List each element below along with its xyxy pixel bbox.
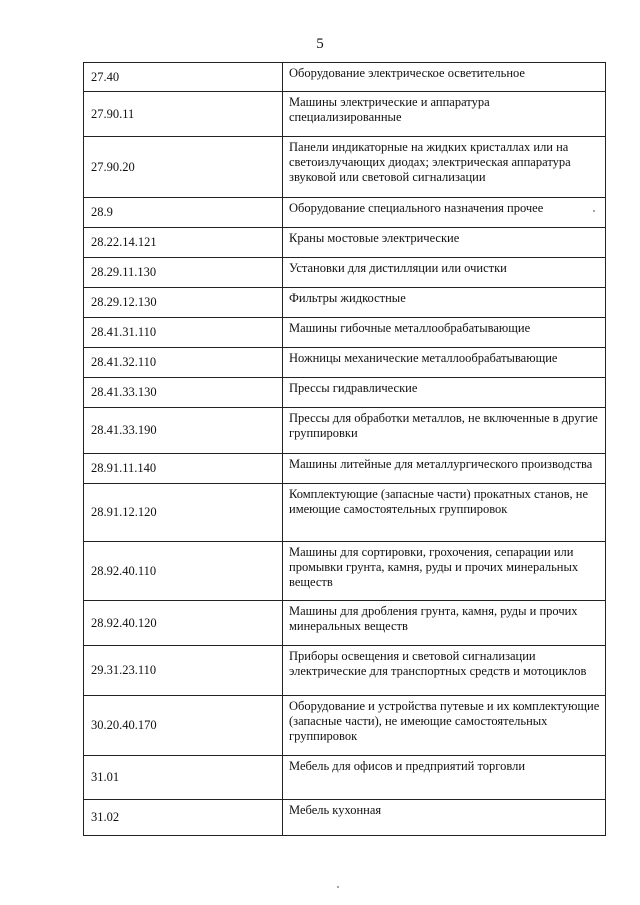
description-cell: Машины литейные для металлургического производства xyxy=(283,454,606,484)
table-row xyxy=(84,646,606,696)
description-cell: Ножницы механические металлообрабатывающие xyxy=(283,348,606,378)
table-row xyxy=(84,454,606,484)
table-row xyxy=(84,601,606,646)
table-row xyxy=(84,137,606,198)
code-cell: 28.29.11.130 xyxy=(84,258,283,288)
codes-table-body xyxy=(84,63,606,836)
description-cell: Установки для дистилляции или очистки xyxy=(283,258,606,288)
code-cell: 28.91.11.140 xyxy=(84,454,283,484)
table-row xyxy=(84,228,606,258)
table-row xyxy=(84,408,606,454)
description-cell: Прессы для обработки металлов, не включенные в другие группировки xyxy=(283,408,606,454)
table-row xyxy=(84,800,606,836)
description-cell: Машины электрические и аппаратура специализированные xyxy=(283,92,606,137)
scan-speck xyxy=(593,210,595,212)
codes-table xyxy=(83,62,606,836)
code-cell: 27.90.11 xyxy=(84,92,283,137)
description-cell: Комплектующие (запасные части) прокатных станов, не имеющие самостоятельных группировок xyxy=(283,484,606,542)
code-cell: 31.01 xyxy=(84,756,283,800)
code-cell: 28.41.33.130 xyxy=(84,378,283,408)
table-row xyxy=(84,756,606,800)
page-number: 5 xyxy=(316,36,324,52)
description-cell: Панели индикаторные на жидких кристаллах или на светоизлучающих диодах; электрическая аппаратура звуковой или световой сигнализации xyxy=(283,137,606,198)
code-cell: 29.31.23.110 xyxy=(84,646,283,696)
code-cell: 31.02 xyxy=(84,800,283,836)
table-row xyxy=(84,258,606,288)
description-cell: Мебель кухонная xyxy=(283,800,606,836)
code-cell: 27.90.20 xyxy=(84,137,283,198)
table-row xyxy=(84,318,606,348)
code-cell: 28.91.12.120 xyxy=(84,484,283,542)
code-cell: 28.41.31.110 xyxy=(84,318,283,348)
description-cell: Машины гибочные металлообрабатывающие xyxy=(283,318,606,348)
code-cell: 27.40 xyxy=(84,63,283,92)
code-cell: 28.29.12.130 xyxy=(84,288,283,318)
description-cell: Оборудование и устройства путевые и их комплектующие (запасные части), не имеющие самостоятельных группировок xyxy=(283,696,606,756)
description-cell: Краны мостовые электрические xyxy=(283,228,606,258)
table-row xyxy=(84,92,606,137)
description-cell: Оборудование специального назначения прочее xyxy=(283,198,606,228)
description-cell: Мебель для офисов и предприятий торговли xyxy=(283,756,606,800)
description-cell: Фильтры жидкостные xyxy=(283,288,606,318)
table-row xyxy=(84,696,606,756)
description-cell: Приборы освещения и световой сигнализации электрические для транспортных средств и мотоциклов xyxy=(283,646,606,696)
code-cell: 28.9 xyxy=(84,198,283,228)
code-cell: 28.41.32.110 xyxy=(84,348,283,378)
description-cell: Оборудование электрическое осветительное xyxy=(283,63,606,92)
table-row xyxy=(84,288,606,318)
code-cell: 28.92.40.120 xyxy=(84,601,283,646)
scan-speck xyxy=(337,886,339,888)
code-cell: 28.22.14.121 xyxy=(84,228,283,258)
table-row xyxy=(84,484,606,542)
code-cell: 28.92.40.110 xyxy=(84,542,283,601)
table-row xyxy=(84,378,606,408)
code-cell: 30.20.40.170 xyxy=(84,696,283,756)
code-cell: 28.41.33.190 xyxy=(84,408,283,454)
description-cell: Машины для дробления грунта, камня, руды и прочих минеральных веществ xyxy=(283,601,606,646)
description-cell: Прессы гидравлические xyxy=(283,378,606,408)
table-row xyxy=(84,348,606,378)
description-cell: Машины для сортировки, грохочения, сепарации или промывки грунта, камня, руды и прочих минеральных веществ xyxy=(283,542,606,601)
table-row xyxy=(84,542,606,601)
table-row xyxy=(84,63,606,92)
table-row xyxy=(84,198,606,228)
